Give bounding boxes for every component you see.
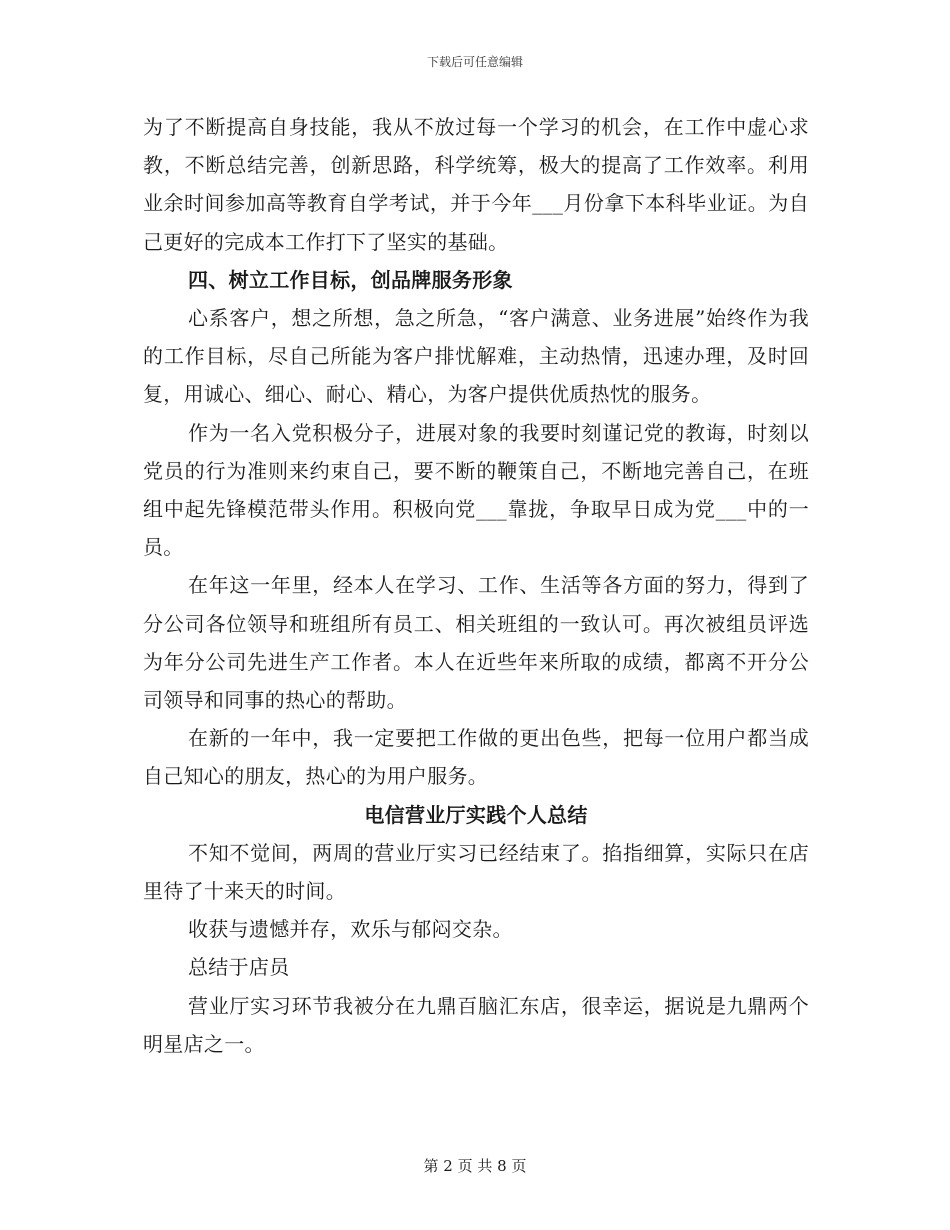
section-heading-goals: 四、树立工作目标，创品牌服务形象 <box>188 267 513 292</box>
paragraph-new-year: 在新的一年中，我一定要把工作做的更出色些，把每一位用户都当成自己知心的朋友，热心的为用户服务。 <box>143 726 809 789</box>
paragraph-internship-end: 不知不觉间，两周的营业厅实习已经结束了。掐指细算，实际只在店里待了十来天的时间。 <box>143 840 809 904</box>
header-note: 下载后可任意编辑 <box>426 55 523 69</box>
paragraph-store-assignment: 营业厅实习环节我被分在九鼎百脑汇东店，很幸运，据说是九鼎两个明星店之一。 <box>143 993 809 1056</box>
paragraph-year-review: 在年这一年里，经本人在学习、工作、生活等各方面的努力，得到了分公司各位领导和班组所有员工、相关班组的一致认可。再次被组员评选为年分公司先进生产工作者。本人在近些年来所取的成绩，都离不开分公司领导和同事的热心的帮助。 <box>143 573 809 713</box>
paragraph-self-study: 为了不断提高自身技能，我从不放过每一个学习的机会，在工作中虚心求教，不断总结完善，创新思路，科学统筹，极大的提高了工作效率。利用业余时间参加高等教育自学考试，并于今年___月份拿下本科毕业证。为自己更好的完成本工作打下了坚实的基础。 <box>143 115 809 254</box>
page-number: 第 2 页 共 8 页 <box>423 1157 527 1175</box>
document-body <box>143 108 809 1063</box>
paragraph-customer-service: 心系客户，想之所想，急之所急，“客户满意、业务进展”始终作为我的工作目标，尽自己所能为客户排忧解难，主动热情，迅速办理，及时回复，用诚心、细心、耐心、精心，为客户提供优质热忱的服务。 <box>143 306 809 407</box>
section-title-telecom-summary: 电信营业厅实践个人总结 <box>364 802 588 827</box>
paragraph-clerk-summary: 总结于店员 <box>188 955 290 980</box>
paragraph-party-activist: 作为一名入党积极分子，进展对象的我要时刻谨记党的教诲，时刻以党员的行为准则来约束自己，要不断的鞭策自己，不断地完善自己，在班组中起先锋模范带头作用。积极向党___靠拢，争取早日成为党___中的一员。 <box>143 420 809 560</box>
paragraph-gains-regrets: 收获与遗憾并存，欢乐与郁闷交杂。 <box>188 917 513 942</box>
